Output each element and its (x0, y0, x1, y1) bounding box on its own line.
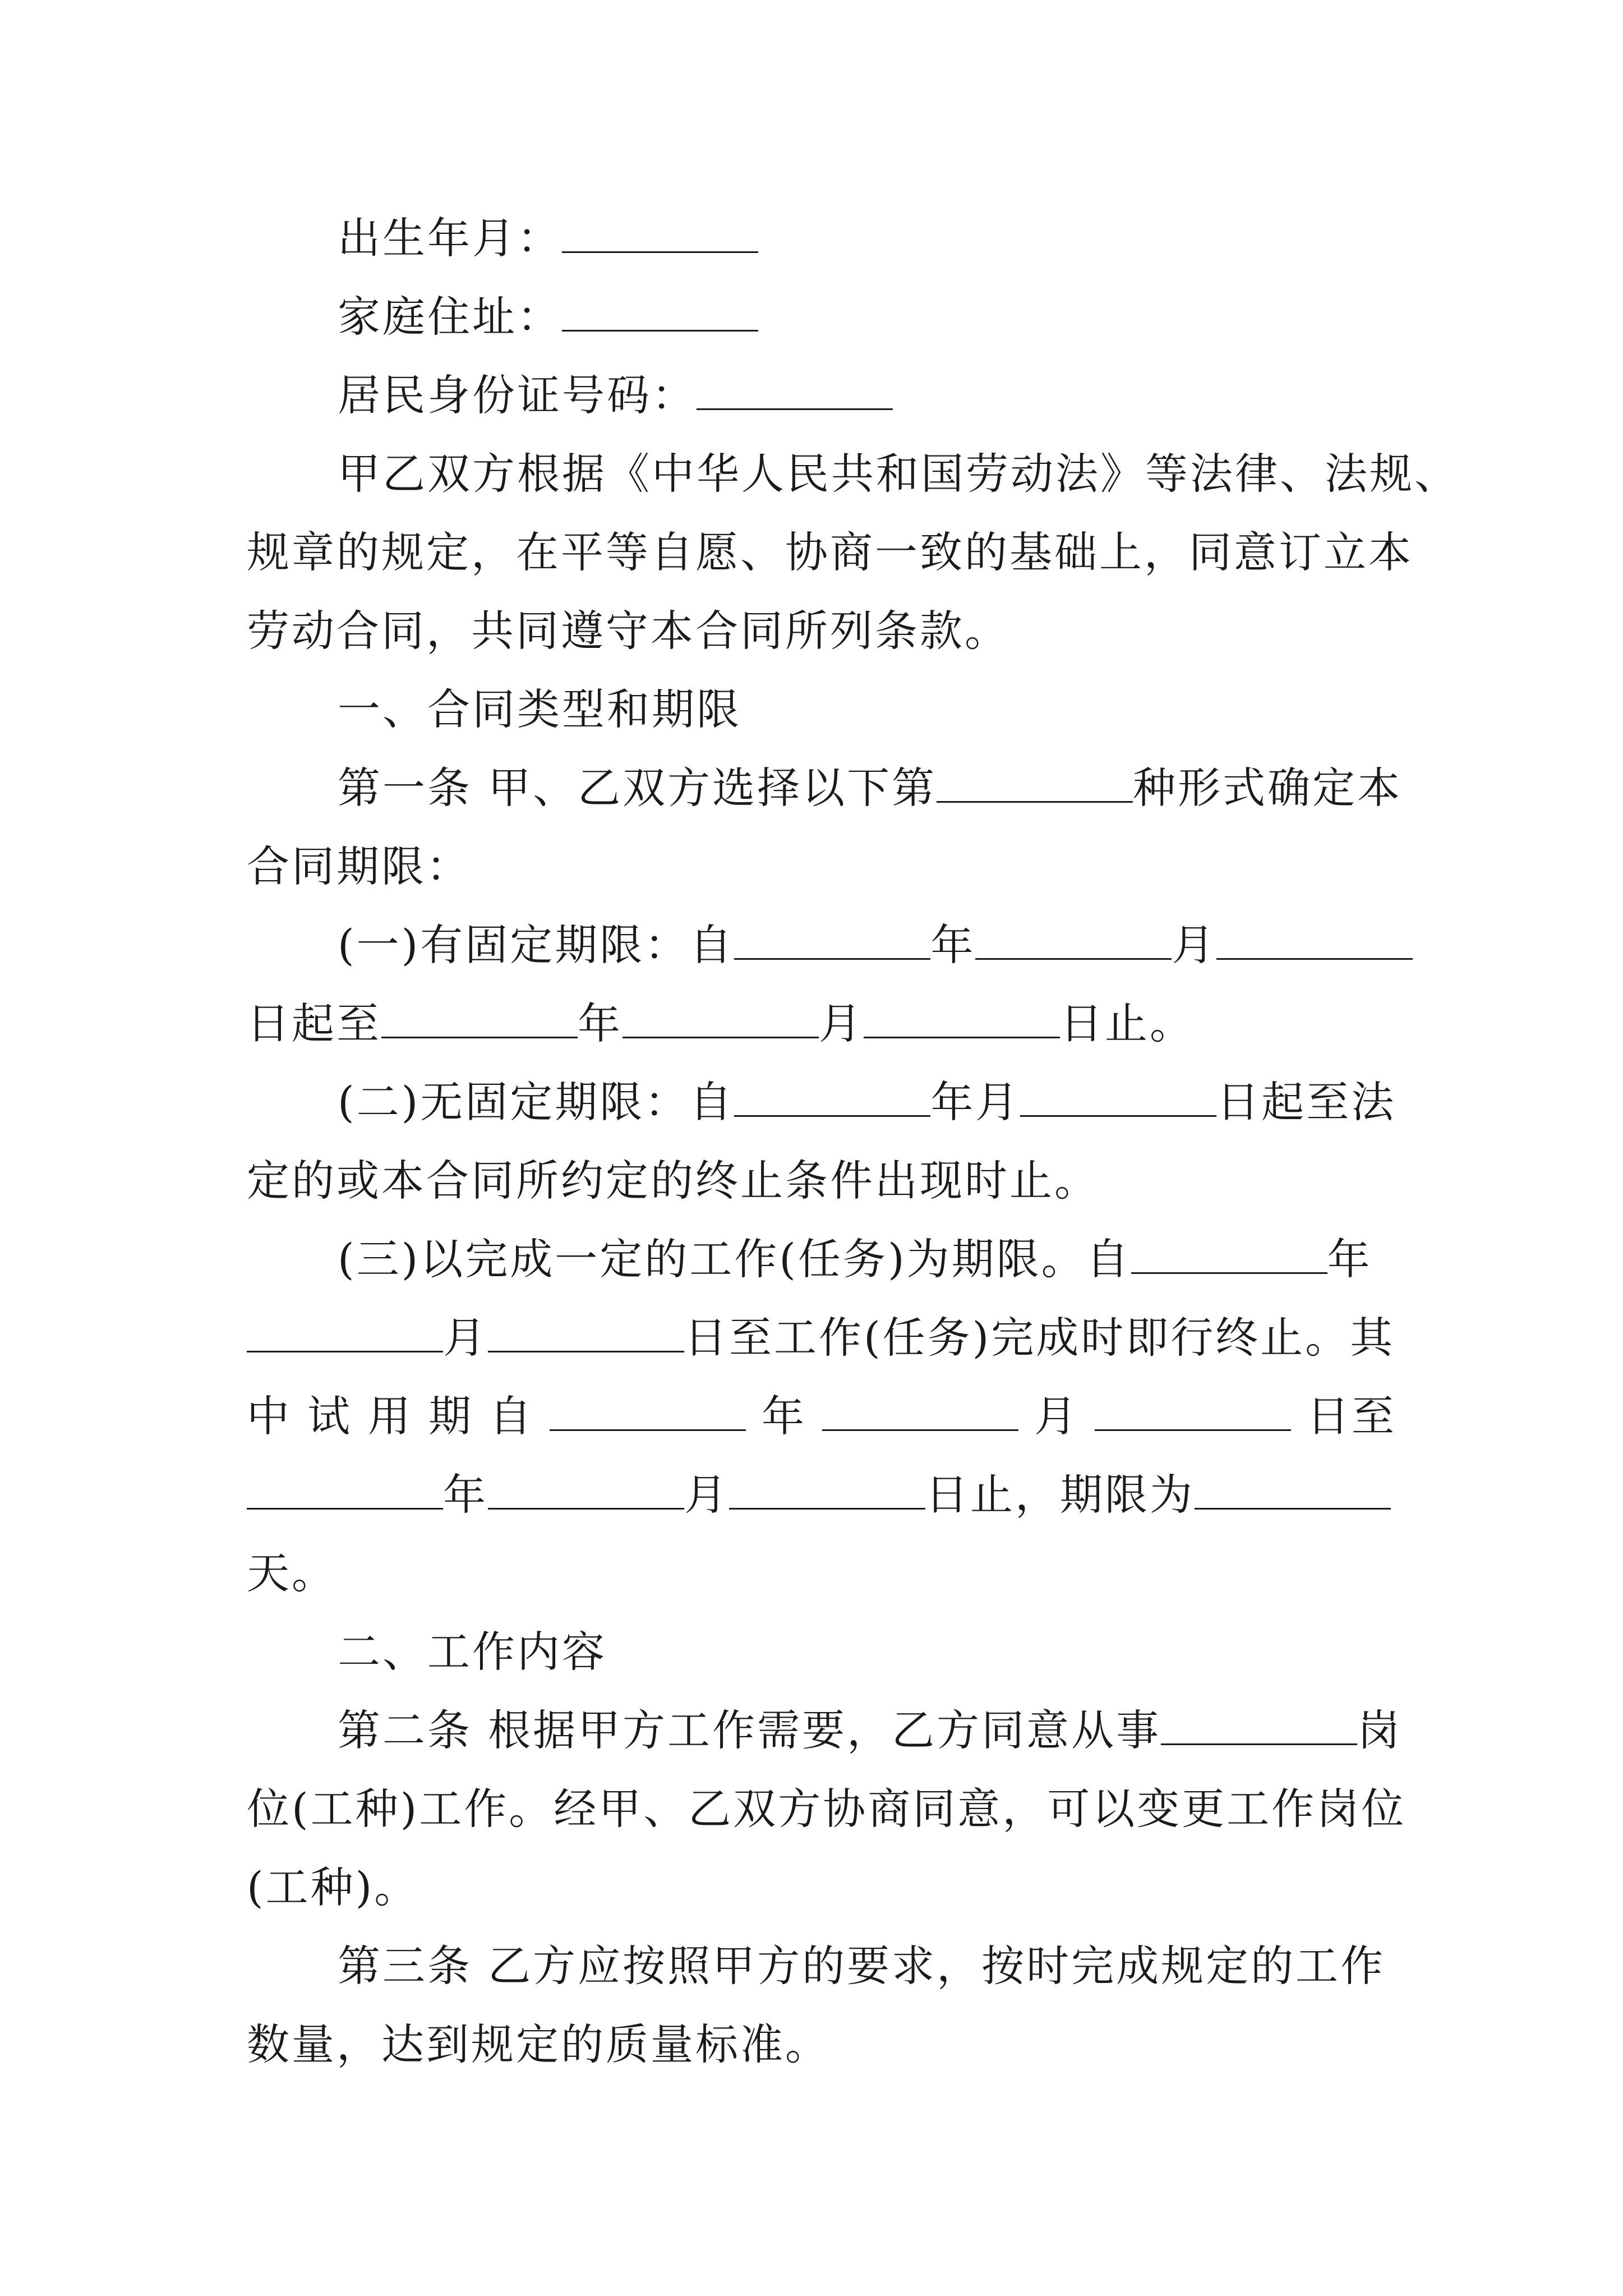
fixed-term-line-2 (247, 984, 1396, 1063)
article-1-text: 第一条 甲、乙双方选择以下第 (338, 763, 937, 813)
probation-line-3: 天。 (247, 1548, 336, 1598)
open-term-label: (二)无固定期限：自 (338, 1077, 735, 1127)
home-address-label: 家庭住址： (338, 292, 562, 342)
id-number-label: 居民身份证号码： (338, 370, 697, 420)
probation-char: 用 (368, 1391, 413, 1441)
probation-start-year-blank (550, 1398, 746, 1431)
article-1-text-end: 种形式确定本 (1133, 763, 1403, 813)
article-2-line-3: (工种)。 (247, 1862, 419, 1912)
article-2-text-end: 岗 (1357, 1705, 1403, 1755)
home-address-field (247, 278, 1396, 356)
article-1-line-1 (247, 749, 1403, 827)
year-month-label: 年月 (930, 1077, 1021, 1127)
section-heading-2: 二、工作内容 (338, 1627, 607, 1677)
day-to-label: 日至 (1307, 1391, 1396, 1441)
task-term-text: 日至工作(任务)完成时即行终止。其 (684, 1313, 1395, 1363)
fixed-term-line-1 (247, 906, 1396, 984)
probation-line-1 (247, 1377, 1396, 1456)
year-label: 年 (443, 1470, 488, 1520)
day-end-label: 日止。 (1060, 999, 1195, 1048)
month-label: 月 (1034, 1391, 1079, 1441)
probation-end-year-blank (247, 1476, 443, 1510)
position-blank (1161, 1712, 1357, 1745)
day-from-label: 日起至 (247, 999, 381, 1048)
probation-char: 自 (489, 1391, 534, 1441)
open-start-day-blank (1020, 1084, 1216, 1117)
probation-char: 试 (307, 1391, 352, 1441)
probation-end-month-blank (488, 1476, 684, 1510)
probation-line-2 (247, 1456, 1396, 1534)
task-term-line-1 (247, 1220, 1396, 1299)
probation-start-day-blank (1095, 1398, 1291, 1431)
probation-days-blank (1195, 1476, 1391, 1510)
month-label: 月 (684, 1470, 729, 1520)
form-choice-blank (937, 770, 1133, 803)
probation-char: 期 (428, 1391, 473, 1441)
month-label: 月 (1172, 920, 1217, 970)
fixed-term-label: (一)有固定期限：自 (338, 920, 735, 970)
term-label: 日止，期限为 (925, 1470, 1195, 1520)
fixed-end-year-blank (381, 1005, 578, 1038)
intro-line-3: 劳动合同，共同遵守本合同所列条款。 (247, 606, 1009, 656)
birth-date-blank (562, 220, 758, 253)
year-label: 年 (578, 999, 623, 1048)
open-term-line-2: 定的或本合同所约定的终止条件出现时止。 (247, 1156, 1099, 1205)
task-term-label: (三)以完成一定的工作(任务)为期限。自 (338, 1234, 1131, 1284)
open-start-year-blank (734, 1084, 930, 1117)
year-label: 年 (762, 1391, 806, 1441)
birth-date-label: 出生年月： (338, 213, 562, 263)
intro-line-2: 规章的规定，在平等自愿、协商一致的基础上，同意订立本 (247, 527, 1413, 577)
open-term-text: 日起至法 (1216, 1077, 1396, 1127)
article-1-line-2: 合同期限： (247, 841, 471, 891)
task-start-year-blank (1131, 1241, 1327, 1274)
task-term-line-2 (247, 1299, 1396, 1377)
open-term-line-1 (247, 1063, 1396, 1142)
article-2-text: 第二条 根据甲方工作需要，乙方同意从事 (338, 1705, 1161, 1755)
article-2-line-1 (247, 1691, 1403, 1770)
contract-body (247, 199, 1459, 2084)
fixed-end-day-blank (864, 1005, 1060, 1038)
month-label: 月 (819, 999, 864, 1048)
fixed-start-year-blank (734, 927, 930, 960)
month-label: 月 (443, 1313, 488, 1363)
fixed-start-month-blank (975, 927, 1172, 960)
task-start-month-blank (247, 1319, 443, 1352)
probation-end-day-blank (729, 1476, 925, 1510)
home-address-blank (562, 298, 758, 332)
intro-line-1: 甲乙双方根据《中华人民共和国劳动法》等法律、法规、 (338, 449, 1459, 499)
id-number-blank (697, 377, 893, 410)
probation-char: 中 (247, 1391, 292, 1441)
birth-date-field (247, 199, 1396, 278)
article-3-line-1: 第三条 乙方应按照甲方的要求，按时完成规定的工作 (338, 1941, 1386, 1991)
task-start-day-blank (488, 1319, 684, 1352)
article-3-line-2: 数量，达到规定的质量标准。 (247, 2019, 830, 2069)
year-label: 年 (930, 920, 976, 970)
probation-start-month-blank (822, 1398, 1018, 1431)
article-2-line-2: 位(工种)工作。经甲、乙双方协商同意，可以变更工作岗位 (247, 1784, 1407, 1834)
fixed-end-month-blank (623, 1005, 819, 1038)
fixed-start-day-blank (1216, 927, 1413, 960)
id-number-field (247, 356, 1396, 435)
section-heading-1: 一、合同类型和期限 (338, 684, 741, 734)
year-label: 年 (1327, 1234, 1372, 1284)
